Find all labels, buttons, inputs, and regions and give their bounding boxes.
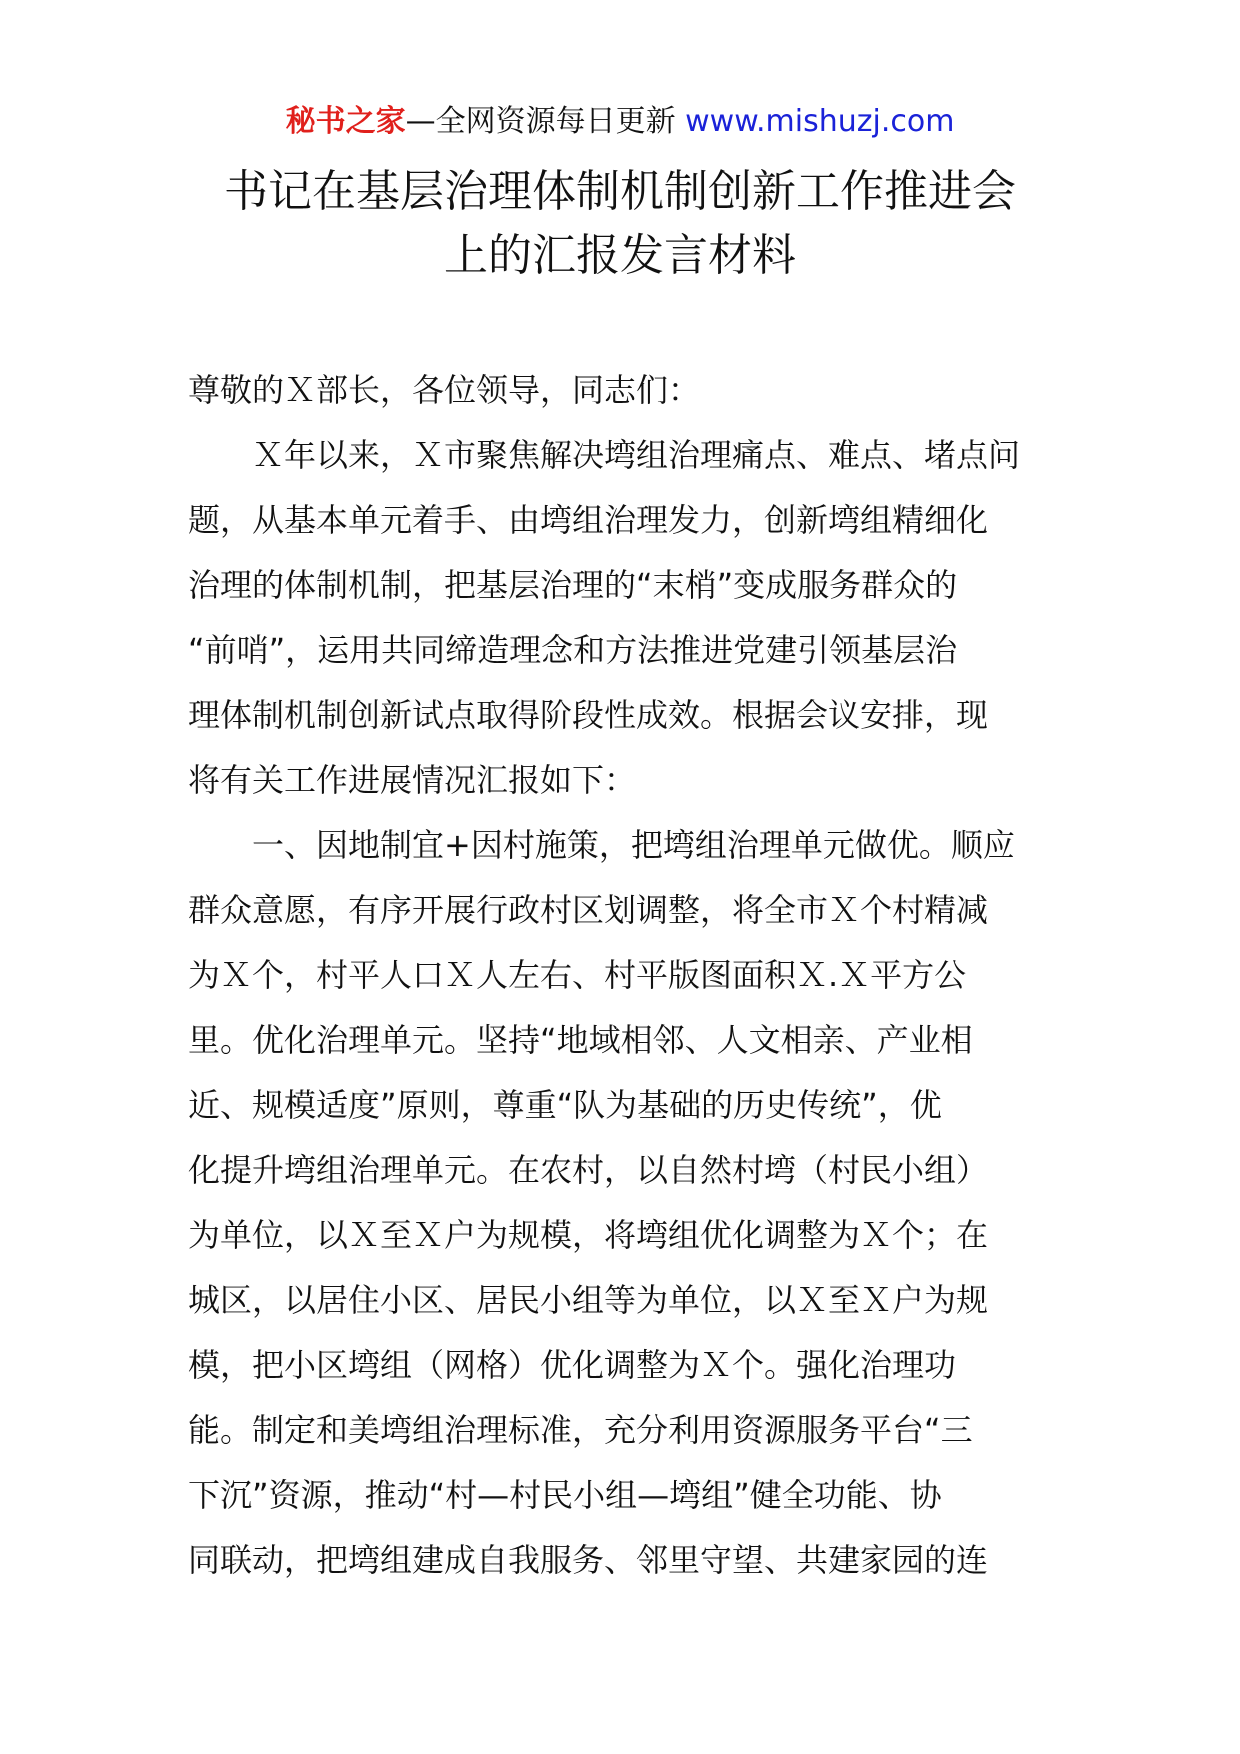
title-line: 书记在基层治理体制机制创新工作推进会 xyxy=(224,166,1016,217)
site-url-link[interactable]: www.mishuzj.com xyxy=(685,104,955,139)
body-line: 将有关工作进展情况汇报如下： xyxy=(188,761,637,799)
header-banner xyxy=(0,100,1240,144)
body-line: 城区，以居住小区、居民小组等为单位，以Ｘ至Ｘ户为规 xyxy=(188,1281,989,1319)
body-line: 近、规模适度”原则，尊重“队为基础的历史传统”，优 xyxy=(188,1086,942,1124)
body-line: 能。制定和美塆组治理标准，充分利用资源服务平台“三 xyxy=(188,1411,973,1449)
body-line: 化提升塆组治理单元。在农村，以自然村塆（村民小组） xyxy=(188,1151,989,1189)
header-tagline: —全网资源每日更新 xyxy=(405,104,686,139)
body-line: 模，把小区塆组（网格）优化调整为Ｘ个。强化治理功 xyxy=(188,1346,957,1384)
body-line: 为Ｘ个，村平人口Ｘ人左右、村平版图面积Ｘ.Ｘ平方公 xyxy=(188,956,967,994)
salutation-line: 尊敬的Ｘ部长，各位领导，同志们： xyxy=(188,371,701,409)
brand-name: 秘书之家 xyxy=(285,104,406,139)
body-line: 同联动，把塆组建成自我服务、邻里守望、共建家园的连 xyxy=(188,1541,989,1579)
body-line: 下沉”资源，推动“村—村民小组—塆组”健全功能、协 xyxy=(188,1476,942,1514)
body-line: 理体制机制创新试点取得阶段性成效。根据会议安排，现 xyxy=(188,696,989,734)
body-line: Ｘ年以来，Ｘ市聚焦解决塆组治理痛点、难点、堵点问 xyxy=(188,436,1021,474)
body-line: “前哨”，运用共同缔造理念和方法推进党建引领基层治 xyxy=(188,631,958,669)
body-line: 治理的体制机制，把基层治理的“末梢”变成服务群众的 xyxy=(188,566,958,604)
body-line: 为单位，以Ｘ至Ｘ户为规模，将塆组优化调整为Ｘ个；在 xyxy=(188,1216,989,1254)
body-line: 里。优化治理单元。坚持“地域相邻、人文相亲、产业相 xyxy=(188,1021,973,1059)
section-heading-line: 一、因地制宜+因村施策，把塆组治理单元做优。顺应 xyxy=(188,826,1015,864)
body-line: 题，从基本单元着手、由塆组治理发力，创新塆组精细化 xyxy=(188,501,989,539)
title-line: 上的汇报发言材料 xyxy=(444,230,796,281)
body-line: 群众意愿，有序开展行政村区划调整，将全市Ｘ个村精减 xyxy=(188,891,989,929)
document-body xyxy=(188,358,1058,1593)
document-title xyxy=(150,160,1090,288)
